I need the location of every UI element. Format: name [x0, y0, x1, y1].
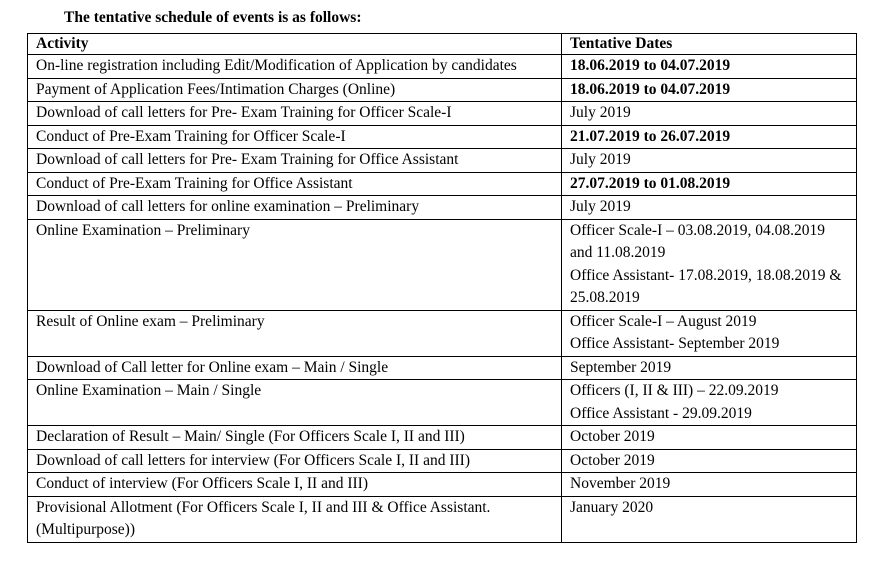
activity-cell: Conduct of Pre-Exam Training for Office Assistant [28, 172, 562, 196]
activity-cell: Download of Call letter for Online exam – Main / Single [28, 356, 562, 380]
table-row [28, 78, 857, 102]
activity-cell: Declaration of Result – Main/ Single (For Officers Scale I, II and III) [28, 426, 562, 450]
tentative-date-line: October 2019 [570, 428, 655, 445]
tentative-date-line: Officers (I, II & III) – 22.09.2019 [570, 382, 779, 399]
tentative-date-cell [562, 196, 857, 220]
tentative-date-line: July 2019 [570, 151, 631, 168]
activity-cell: On-line registration including Edit/Modification of Application by candidates [28, 55, 562, 79]
activity-cell: Download of call letters for interview (For Officers Scale I, II and III) [28, 449, 562, 473]
table-row [28, 219, 857, 310]
tentative-date-cell [562, 78, 857, 102]
activity-cell: Conduct of Pre-Exam Training for Officer Scale-I [28, 125, 562, 149]
schedule-table-body [28, 55, 857, 543]
tentative-date-cell [562, 380, 857, 426]
tentative-date-line: September 2019 [570, 358, 672, 376]
tentative-date-line: Office Assistant- September 2019 [570, 335, 780, 352]
tentative-date-line: 18.06.2019 to 04.07.2019 [570, 57, 731, 74]
tentative-date-cell [562, 473, 857, 497]
table-row [28, 426, 857, 450]
tentative-date-line: 27.07.2019 to 01.08.2019 [570, 174, 731, 192]
table-row [28, 125, 857, 149]
tentative-date-line: November 2019 [570, 475, 671, 492]
tentative-date-line: Office Assistant- 17.08.2019, 18.08.2019 & 25.08.2019 [570, 266, 842, 306]
table-row [28, 356, 857, 380]
activity-cell: Download of call letters for Pre- Exam Training for Officer Scale-I [28, 102, 562, 126]
header-activity: Activity [28, 34, 562, 55]
table-row [28, 496, 857, 542]
header-tentative-dates: Tentative Dates [562, 34, 857, 55]
activity-cell: Download of call letters for Pre- Exam Training for Office Assistant [28, 149, 562, 173]
tentative-date-cell [562, 496, 857, 542]
tentative-date-line: July 2019 [570, 198, 631, 215]
page-heading: The tentative schedule of events is as follows: [64, 9, 362, 26]
table-row [28, 473, 857, 497]
activity-cell: Online Examination – Main / Single [28, 380, 562, 426]
table-row [28, 380, 857, 426]
tentative-date-line: Officer Scale-I – August 2019 [570, 312, 757, 330]
tentative-date-line: Office Assistant - 29.09.2019 [570, 404, 752, 422]
tentative-date-cell [562, 449, 857, 473]
tentative-date-line: Officer Scale-I – 03.08.2019, 04.08.2019 and 11.08.2019 [570, 221, 825, 261]
tentative-date-cell [562, 125, 857, 149]
tentative-date-line: October 2019 [570, 451, 655, 469]
table-row [28, 102, 857, 126]
tentative-date-cell [562, 426, 857, 450]
tentative-date-cell [562, 219, 857, 310]
tentative-date-line: July 2019 [570, 104, 631, 121]
tentative-date-cell [562, 102, 857, 126]
activity-cell: Result of Online exam – Preliminary [28, 310, 562, 356]
table-row [28, 449, 857, 473]
table-row [28, 172, 857, 196]
table-row [28, 149, 857, 173]
schedule-table [27, 33, 857, 543]
activity-cell: Payment of Application Fees/Intimation Charges (Online) [28, 78, 562, 102]
tentative-date-cell [562, 55, 857, 79]
tentative-date-line: 21.07.2019 to 26.07.2019 [570, 127, 731, 145]
table-row [28, 196, 857, 220]
tentative-date-cell [562, 356, 857, 380]
tentative-date-line: 18.06.2019 to 04.07.2019 [570, 80, 731, 98]
table-header-row [28, 34, 857, 55]
activity-cell: Conduct of interview (For Officers Scale I, II and III) [28, 473, 562, 497]
activity-cell: Online Examination – Preliminary [28, 219, 562, 310]
activity-cell: Download of call letters for online examination – Preliminary [28, 196, 562, 220]
tentative-date-cell [562, 149, 857, 173]
table-row [28, 310, 857, 356]
tentative-date-cell [562, 310, 857, 356]
tentative-date-cell [562, 172, 857, 196]
table-row [28, 55, 857, 79]
tentative-date-line: January 2020 [570, 498, 654, 516]
activity-cell: Provisional Allotment (For Officers Scale I, II and III & Office Assistant. (Multipurpose)) [28, 496, 562, 542]
